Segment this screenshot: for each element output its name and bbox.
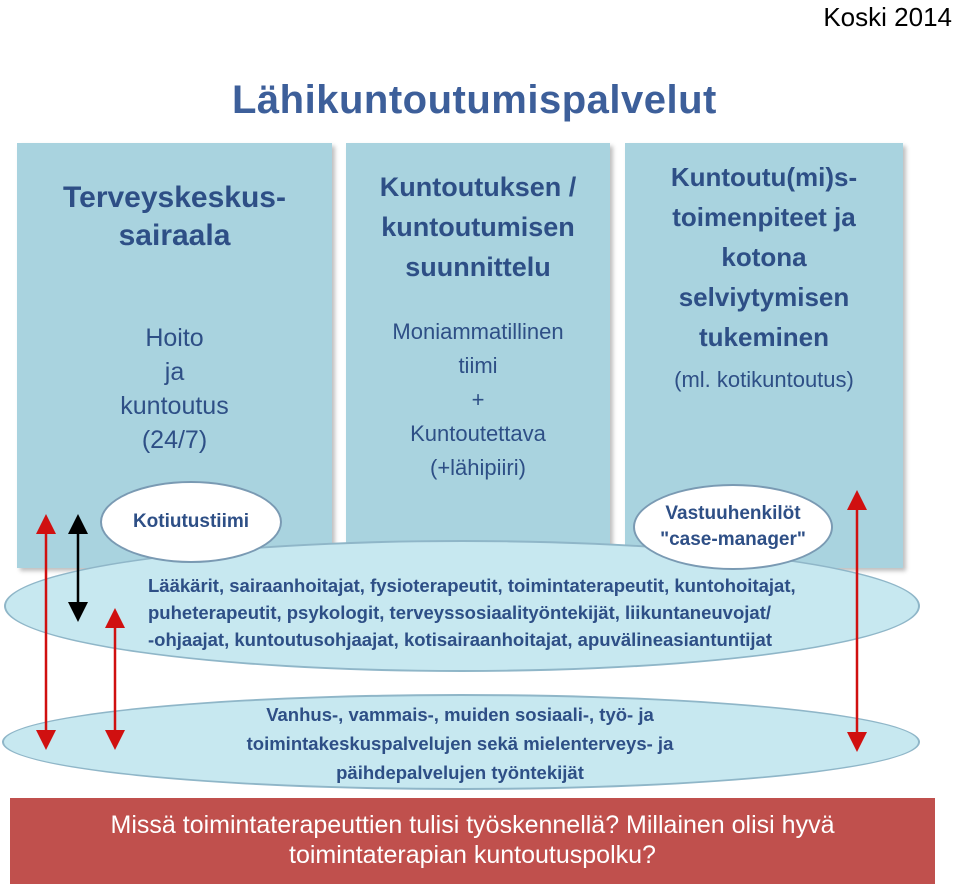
professionals-line: -ohjaajat, kuntoutusohjaajat, kotisairaanhoitajat, apuvälineasiantuntijat [148, 629, 772, 650]
body-line: ja [164, 358, 185, 386]
heading-line: kotona [721, 242, 807, 272]
body-line: (+lähipiiri) [430, 455, 526, 480]
heading-line: tukeminen [698, 322, 830, 352]
body-line: (ml. kotikuntoutus) [674, 367, 854, 392]
body-line: Moniammatillinen [392, 319, 564, 344]
social-workers-line: Vanhus-, vammais-, muiden sosiaali-, työ- ja [266, 704, 654, 725]
social-workers-line: toimintakeskuspalvelujen sekä mielenterveys- ja [246, 733, 674, 754]
professionals-line: puheterapeutit, psykologit, terveyssosiaalityöntekijät, liikuntaneuvojat/ [148, 602, 771, 623]
question-bar [10, 798, 935, 884]
body-line: kuntoutus [120, 392, 229, 420]
diagram-title: Lähikuntoutumispalvelut [232, 78, 717, 122]
body-line: Hoito [145, 324, 204, 352]
heading-line: suunnittelu [405, 252, 551, 282]
corner-label: Koski 2014 [823, 2, 952, 32]
heading-line: Kuntoutuksen / [379, 172, 577, 202]
question-line: toimintaterapian kuntoutuspolku? [289, 841, 656, 869]
heading-line: sairaala [118, 219, 231, 252]
body-line: + [471, 387, 485, 412]
case-manager-label: Vastuuhenkilöt [665, 503, 801, 524]
question-line: Missä toimintaterapeuttien tulisi työskennellä? Millainen olisi hyvä [110, 811, 835, 839]
body-line: tiimi [458, 353, 498, 378]
heading-line: toimenpiteet ja [672, 202, 856, 232]
body-line: Kuntoutettava [410, 421, 546, 446]
heading-line: Terveyskeskus- [63, 181, 286, 214]
discharge-team-label: Kotiutustiimi [132, 511, 250, 532]
case-manager-label: "case-manager" [660, 529, 806, 550]
body-line: (24/7) [141, 426, 208, 454]
heading-line: selviytymisen [678, 282, 850, 312]
professionals-line: Lääkärit, sairaanhoitajat, fysioterapeutit, toimintaterapeutit, kuntohoitajat, [148, 575, 796, 596]
heading-line: Kuntoutu(mi)s- [670, 162, 858, 192]
heading-line: kuntoutumisen [381, 212, 575, 242]
social-workers-line: päihdepalvelujen työntekijät [336, 762, 584, 783]
